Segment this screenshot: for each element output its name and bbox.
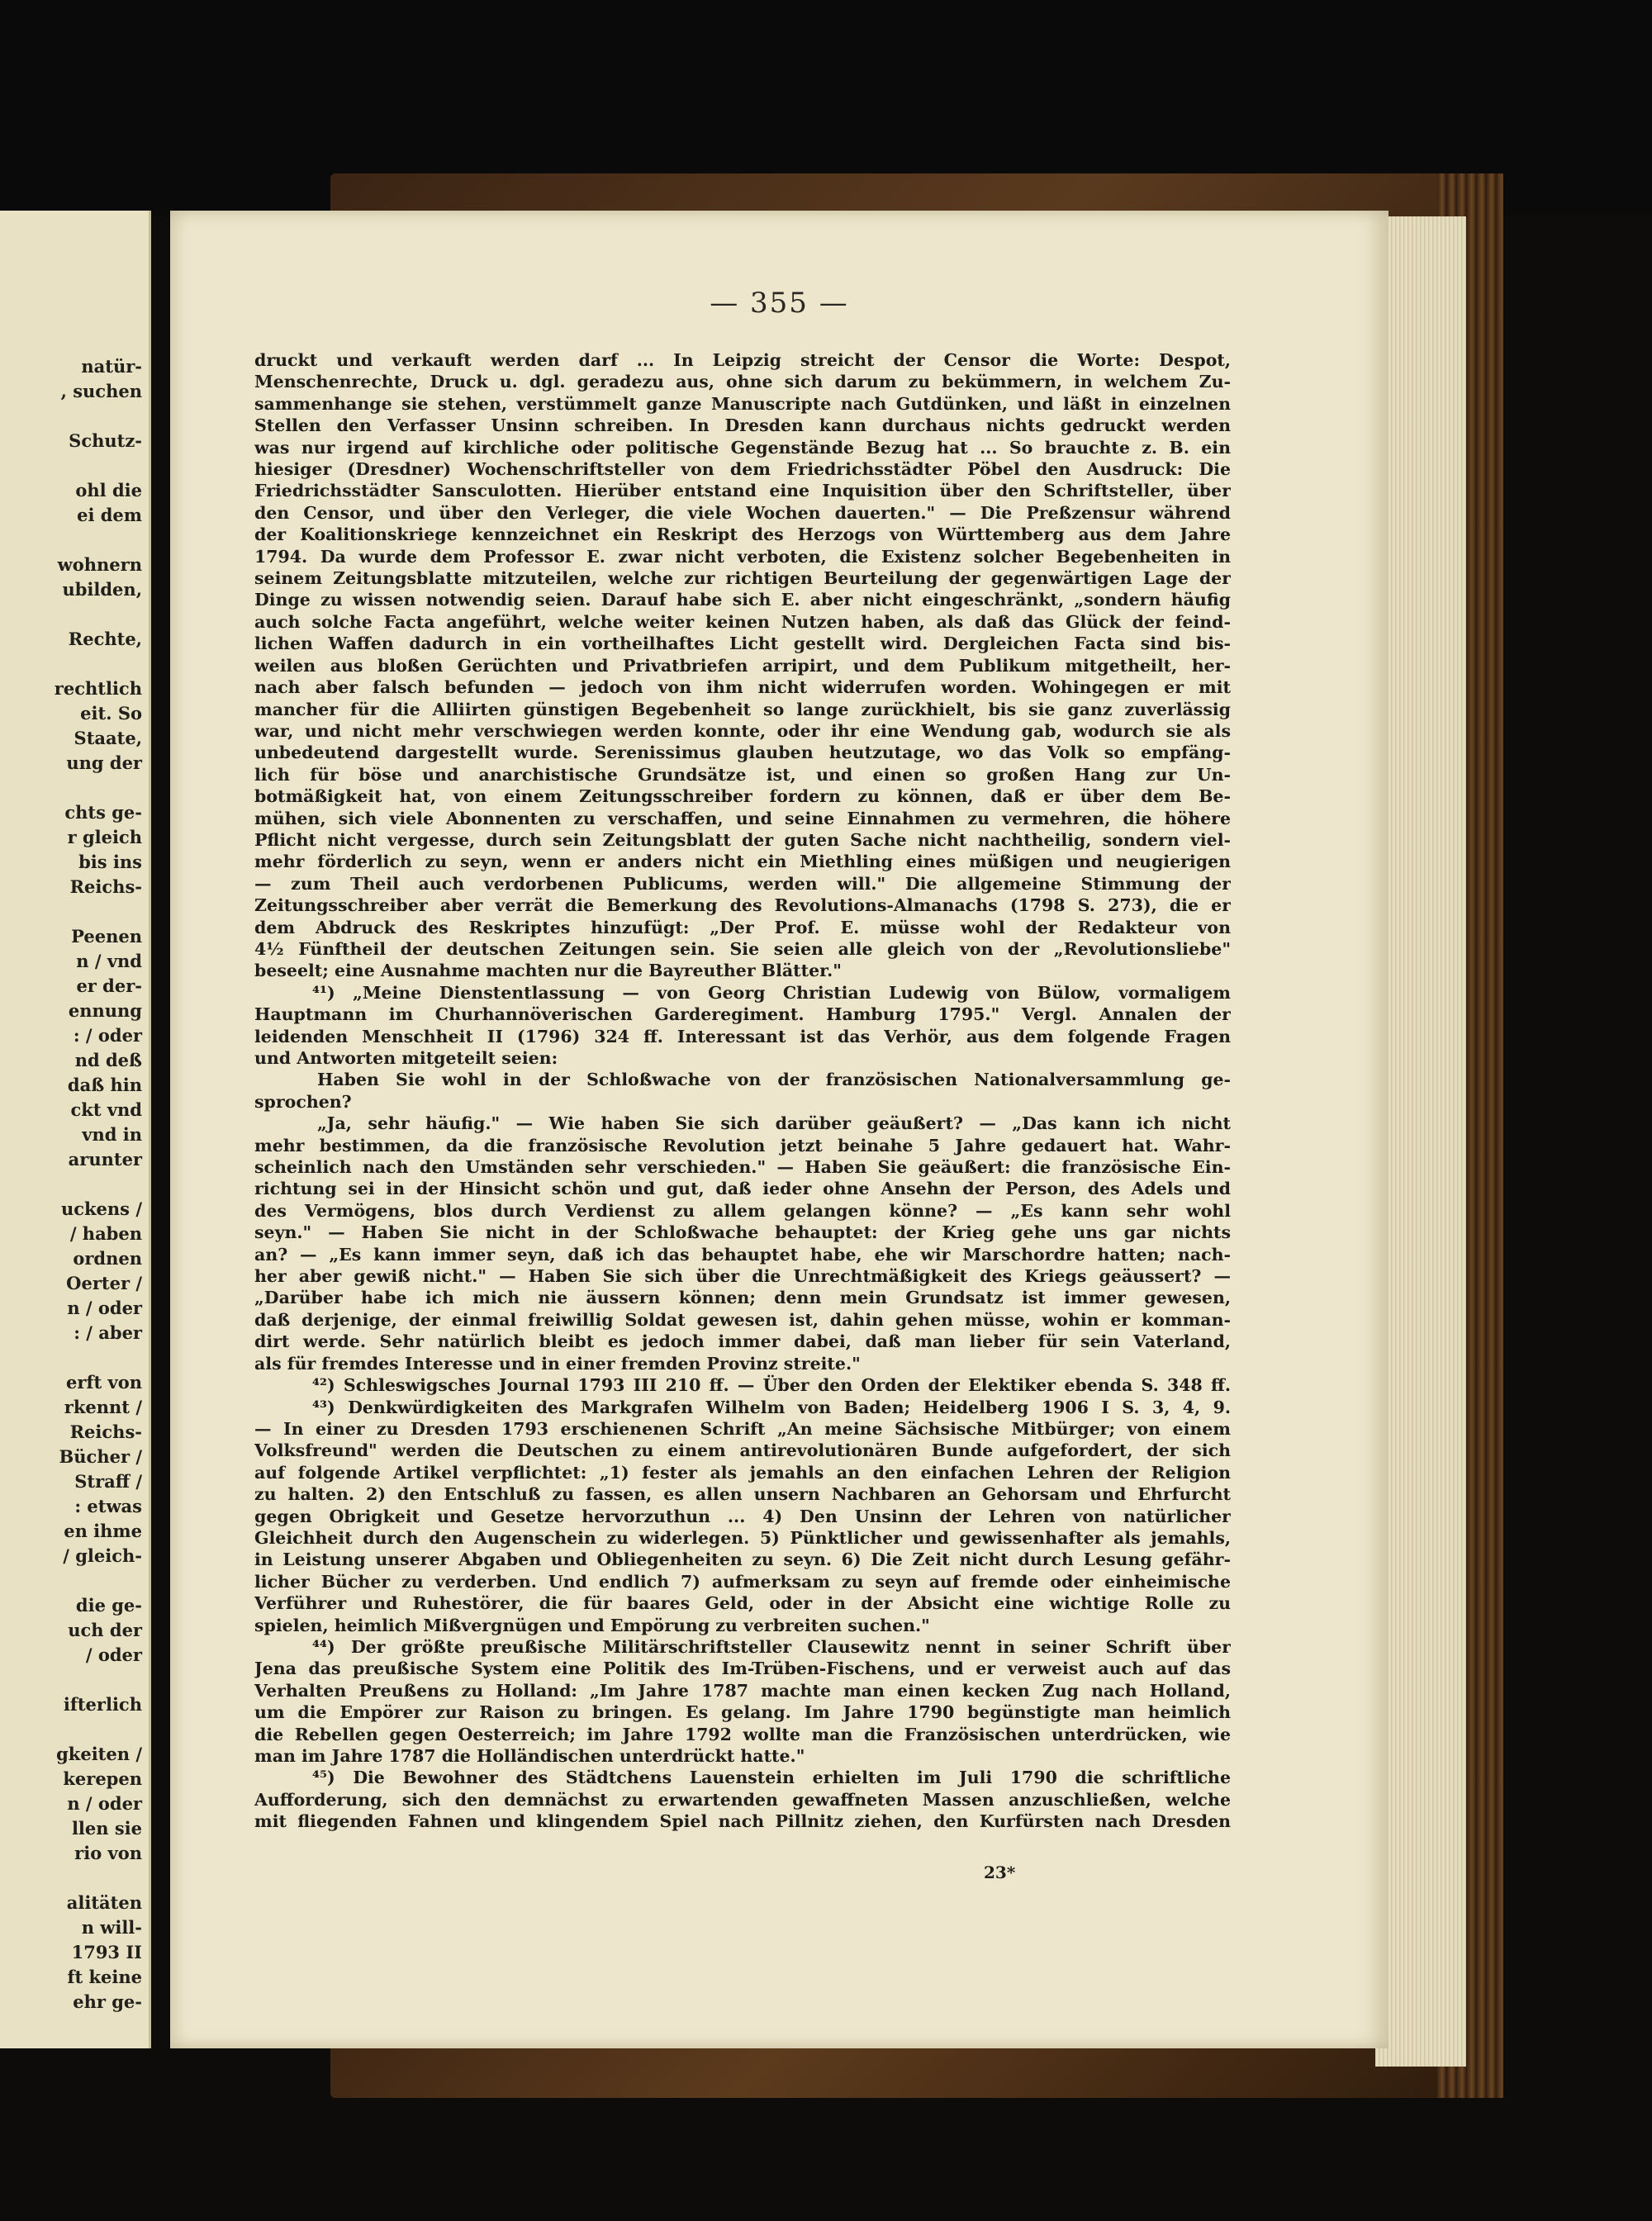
- left-page-line: / oder: [85, 1644, 142, 1665]
- text-line: der Koalitionskriege kennzeichnet ein Reskript des Herzogs von Württemberg aus dem Jahre: [254, 524, 1231, 545]
- text-line: mehr förderlich zu seyn, wenn er anders nicht ein Miethling eines müßigen und neugierigen: [254, 852, 1231, 872]
- left-page-line: Reichs-: [69, 876, 142, 897]
- left-page-line: ennung: [68, 1000, 142, 1021]
- left-page-line: ft keine: [67, 1967, 142, 1987]
- left-page-line: kerepen: [63, 1768, 142, 1789]
- left-page-line: gkeiten /: [56, 1744, 142, 1764]
- text-line: richtung sei in der Hinsicht schön und gut, daß ieder ohne Ansehn der Person, des Adels und: [254, 1179, 1231, 1199]
- text-line: lich für böse und anarchistische Grundsätze ist, und einen so großen Hang zur Un-: [254, 764, 1231, 785]
- left-page-line: llen sie: [71, 1818, 142, 1839]
- text-line: nach aber falsch befunden — jedoch von ihm nicht widerrufen worden. Wohingegen er mit: [254, 677, 1231, 698]
- text-line: man im Jahre 1787 die Holländischen unterdrückt hatte.": [254, 1746, 805, 1766]
- text-line: „Darüber habe ich mich nie äussern können; denn mein Grundsatz ist immer gewesen,: [254, 1288, 1231, 1308]
- left-page-line: er der-: [76, 975, 142, 996]
- left-page-line: : / oder: [73, 1025, 142, 1046]
- text-line: sprochen?: [254, 1091, 352, 1112]
- text-line: mühen, sich viele Abonnenten zu verschaffen, und seine Einnahmen zu vermehren, die höhere: [254, 808, 1231, 828]
- left-page-line: uckens /: [60, 1198, 142, 1219]
- left-page-line: n / oder: [67, 1793, 142, 1814]
- text-line: hiesiger (Dresdner) Wochenschriftsteller von dem Friedrichsstädter Pöbel den Ausdruck: Die: [254, 459, 1231, 480]
- text-line: als für fremdes Interesse und in einer fremden Provinz streite.": [254, 1353, 861, 1374]
- text-line: lichen Waffen dadurch in ein vortheilhaftes Licht gestellt wird. Dergleichen Facta sind bis-: [254, 634, 1231, 654]
- text-line: leidenden Menschheit II (1796) 324 ff. Interessant ist das Verhör, aus dem folgende Fragen: [254, 1026, 1231, 1046]
- text-line: Pflicht nicht vergesse, durch sein Zeitungsblatt der guten Sache nicht nachtheilig, sondern viel-: [254, 829, 1231, 850]
- left-page-line: n / oder: [67, 1298, 142, 1318]
- text-line: Verhalten Preußens zu Holland: „Im Jahre 1787 machte man einen kecken Zug nach Holland,: [254, 1680, 1231, 1701]
- text-line: spielen, heimlich Mißvergnügen und Empörung zu verbreiten suchen.": [254, 1615, 930, 1635]
- left-page-line: nd deß: [74, 1050, 142, 1070]
- text-line: dirt werde. Sehr natürlich bleibt es jedoch immer dabei, daß man lieber für sein Vaterland,: [254, 1331, 1231, 1352]
- text-line: und Antworten mitgeteilt seien:: [254, 1048, 558, 1068]
- left-page-line: natür-: [81, 356, 142, 377]
- text-line: Dinge zu wissen notwendig seien. Darauf habe sich E. aber nicht eingeschränkt, „sondern häufig: [254, 590, 1231, 610]
- text-line: ⁴¹) „Meine Dienstentlassung — von Georg Christian Ludewig von Bülow, vormaligem: [312, 982, 1231, 1003]
- text-line: mancher für die Alliirten günstigen Begebenheit so lange zurückhielt, bis sie ganz zuverlässig: [254, 699, 1231, 719]
- text-line: — zum Theil auch verdorbenen Publicums, werden will." Die allgemeine Stimmung der: [254, 873, 1231, 894]
- text-line: 1794. Da wurde dem Professor E. zwar nicht verboten, die Existenz solcher Begebenheiten in: [254, 546, 1231, 567]
- left-page-line: Bücher /: [59, 1446, 142, 1467]
- text-line: 4½ Fünftheil der deutschen Zeitungen sein. Sie seien alle gleich von der „Revolutionsliebe": [254, 938, 1231, 959]
- text-line: um die Empörer zur Raison zu bringen. Es gelang. Im Jahre 1790 begünstigte man heimlich: [254, 1702, 1231, 1723]
- text-line: zu halten. 2) den Entschluß zu fassen, es allen unsern Nachbaren an Gehorsam und Ehrfurcht: [254, 1484, 1231, 1505]
- left-page-line: : / aber: [74, 1322, 142, 1343]
- left-page-line: bis ins: [78, 852, 142, 872]
- left-page-line: ckt vnd: [70, 1099, 142, 1120]
- text-line: Zeitungsschreiber aber verrät die Bemerkung des Revolutions-Almanachs (1798 S. 273), die er: [254, 895, 1231, 916]
- text-line: was nur irgend auf kirchliche oder politische Gegenstände Bezug hat ... So brauchte z. B. ein: [254, 437, 1231, 458]
- left-page-line: n / vnd: [76, 951, 142, 971]
- left-page-line: r gleich: [67, 827, 142, 847]
- text-line: Menschenrechte, Druck u. dgl. geradezu aus, ohne sich darum zu bekümmern, in welchem Zu-: [254, 372, 1231, 392]
- main-text: [254, 349, 1231, 1833]
- left-page-line: Schutz-: [69, 430, 142, 451]
- left-page-fragment: [0, 211, 151, 2048]
- left-page-line: alitäten: [66, 1892, 142, 1913]
- left-page-line: 1793 II: [71, 1942, 142, 1962]
- text-line: an? — „Es kann immer seyn, daß ich das behauptet habe, ehe wir Marschordre hatten; nach-: [254, 1244, 1231, 1265]
- text-line: druckt und verkauft werden darf ... In Leipzig streicht der Censor die Worte: Despot,: [254, 350, 1231, 370]
- text-line: auch solche Facta angeführt, welche weiter keinen Nutzen haben, als daß das Glück der feind-: [254, 611, 1231, 632]
- left-page-line: arunter: [68, 1149, 142, 1170]
- left-page-line: Rechte,: [68, 629, 142, 649]
- text-line: mehr bestimmen, da die französische Revolution jetzt beinahe 5 Jahre gedauert hat. Wahr-: [254, 1135, 1231, 1156]
- text-line: Stellen den Verfasser Unsinn schreiben. In Dresden kann durchaus nichts gedruckt werden: [254, 415, 1231, 436]
- text-line: Jena das preußische System eine Politik des Im-Trüben-Fischens, und er verweist auch auf das: [254, 1659, 1231, 1679]
- text-line: ⁴³) Denkwürdigkeiten des Markgrafen Wilhelm von Baden; Heidelberg 1906 I S. 3, 4, 9.: [312, 1397, 1231, 1417]
- text-line: Hauptmann im Churhannöverischen Garderegiment. Hamburg 1795." Vergl. Annalen der: [254, 1004, 1231, 1025]
- text-line: ⁴⁴) Der größte preußische Militärschriftsteller Clausewitz nennt in seiner Schrift über: [312, 1636, 1231, 1657]
- left-page-line: / gleich-: [63, 1545, 142, 1566]
- left-page-line: ohl die: [75, 480, 142, 501]
- text-line: die Rebellen gegen Oesterreich; im Jahre 1792 wollte man die Französischen unterdrücken, wie: [254, 1724, 1231, 1744]
- left-page-line: Peenen: [71, 926, 142, 947]
- text-line: seinem Zeitungsblatte mitzuteilen, welche zur richtigen Beurteilung der gegenwärtigen Lage der: [254, 568, 1231, 589]
- left-page-line: ehr ge-: [73, 1991, 142, 2012]
- text-line: in Leistung unserer Abgaben und Obliegenheiten zu seyn. 6) Die Zeit nicht durch Lesung gefähr-: [254, 1549, 1231, 1570]
- text-line: Friedrichsstädter Sansculotten. Hierüber entstand eine Inquisition über den Schriftsteller, über: [254, 481, 1231, 501]
- text-line: unbedeutend dargestellt wurde. Serenissimus glauben heutzutage, wo das Volk so empfäng-: [254, 743, 1231, 763]
- left-page-line: ei dem: [77, 505, 142, 525]
- text-line: her aber gewiß nicht." — Haben Sie sich über die Unrechtmäßigkeit des Kriegs geäussert? —: [254, 1266, 1231, 1287]
- text-line: den Censor, und über den Verleger, die viele Wochen dauerten." — Die Preßzensur während: [254, 502, 1231, 523]
- text-line: Haben Sie wohl in der Schloßwache von der französischen Nationalversammlung ge-: [317, 1070, 1231, 1090]
- left-page-line: Reichs-: [69, 1421, 142, 1442]
- left-page-line: rkennt /: [64, 1397, 142, 1417]
- left-page-line: chts ge-: [64, 802, 142, 823]
- text-line: „Ja, sehr häufig." — Wie haben Sie sich darüber geäußert? — „Das kann ich nicht: [317, 1113, 1231, 1134]
- text-line: — In einer zu Dresden 1793 erschienenen Schrift „An meine Sächsische Mitbürger; von einem: [254, 1418, 1231, 1439]
- text-line: scheinlich nach den Umständen sehr verschieden." — Haben Sie geäußert: die französische Ein-: [254, 1157, 1231, 1178]
- text-line: sammenhange sie stehen, verstümmelt ganze Manuscripte nach Gutdünken, und läßt in einzelnen: [254, 393, 1231, 414]
- left-page-line: n will-: [81, 1917, 142, 1938]
- left-page-line: ifterlich: [63, 1694, 142, 1715]
- text-line: Volksfreund" werden die Deutschen zu einem antirevolutionären Bunde aufgefordert, der sich: [254, 1440, 1231, 1461]
- left-page-line: Oerter /: [66, 1273, 142, 1293]
- left-page-line: die ge-: [75, 1595, 142, 1616]
- left-page-line: daß hin: [67, 1075, 142, 1095]
- left-page-line: wohnern: [57, 554, 142, 575]
- left-page-line: rio von: [74, 1843, 142, 1863]
- left-page-line: erft von: [66, 1372, 142, 1393]
- text-line: Verführer und Ruhestörer, die für baares Geld, oder in der Absicht eine wichtige Rolle zu: [254, 1593, 1231, 1614]
- text-line: beseelt; eine Ausnahme machten nur die Bayreuther Blätter.": [254, 961, 842, 981]
- text-line: botmäßigkeit hat, von einem Zeitungsschreiber fordern zu können, daß er über dem Be-: [254, 786, 1231, 807]
- text-line: dem Abdruck des Reskriptes hinzufügt: „Der Prof. E. müsse wohl der Redakteur von: [254, 917, 1231, 937]
- book-page: [170, 211, 1389, 2048]
- left-page-line: vnd in: [82, 1124, 142, 1145]
- text-line: ⁴⁵) Die Bewohner des Städtchens Lauenstein erhielten im Juli 1790 die schriftliche: [312, 1768, 1231, 1788]
- left-page-line: ordnen: [73, 1248, 142, 1269]
- left-page-line: Staate,: [74, 728, 142, 748]
- left-page-line: , suchen: [60, 381, 142, 401]
- left-page-line: ubilden,: [62, 579, 142, 600]
- left-page-line: rechtlich: [54, 678, 142, 699]
- text-line: war, und nicht mehr verschwiegen werden konnte, oder ihr eine Wendung gab, wodurch sie als: [254, 720, 1231, 741]
- left-page-line: en ihme: [64, 1521, 142, 1541]
- page-edges: [1375, 216, 1466, 2067]
- left-page-line: : etwas: [74, 1496, 142, 1516]
- printer-signature: 23*: [984, 1863, 1016, 1882]
- left-page-line: eit. So: [80, 703, 142, 724]
- page-number: — 355 —: [710, 287, 849, 320]
- left-page-line: uch der: [68, 1620, 142, 1640]
- text-line: auf folgende Artikel verpflichtet: „1) fester als jemahls an den einfachen Lehren der Religion: [254, 1462, 1231, 1483]
- text-line: seyn." — Haben Sie nicht in der Schloßwache behauptet: der Krieg gehe uns gar nichts: [254, 1222, 1231, 1243]
- left-page-line: ung der: [66, 752, 142, 773]
- text-line: mit fliegenden Fahnen und klingendem Spiel nach Pillnitz ziehen, den Kurfürsten nach Dresden: [254, 1811, 1231, 1832]
- left-page-line: / haben: [69, 1223, 142, 1244]
- text-line: licher Bücher zu verderben. Und endlich 7) aufmerksam zu seyn auf fremde oder einheimische: [254, 1571, 1231, 1592]
- text-line: daß derjenige, der einmal freiwillig Soldat gewesen ist, dahin gehen müsse, wohin er komman-: [254, 1309, 1231, 1330]
- text-line: gegen Obrigkeit und Gesetze hervorzuthun ... 4) Den Unsinn der Lehren von natürlicher: [254, 1506, 1231, 1526]
- text-line: Aufforderung, sich den demnächst zu erwartenden gewaffneten Massen anzuschließen, welche: [254, 1789, 1231, 1810]
- text-line: des Vermögens, blos durch Verdienst zu allem gelangen könne? — „Es kann sehr wohl: [254, 1200, 1231, 1221]
- text-line: Gleichheit durch den Augenschein zu widerlegen. 5) Pünktlicher und gewissenhafter als jemahls,: [254, 1527, 1231, 1548]
- text-line: ⁴²) Schleswigsches Journal 1793 III 210 ff. — Über den Orden der Elektiker ebenda S. 348 ff.: [312, 1375, 1231, 1396]
- text-line: weilen aus bloßen Gerüchten und Privatbriefen arripirt, und dem Publikum mitgetheilt, her-: [254, 655, 1231, 676]
- left-page-line: Straff /: [74, 1471, 142, 1492]
